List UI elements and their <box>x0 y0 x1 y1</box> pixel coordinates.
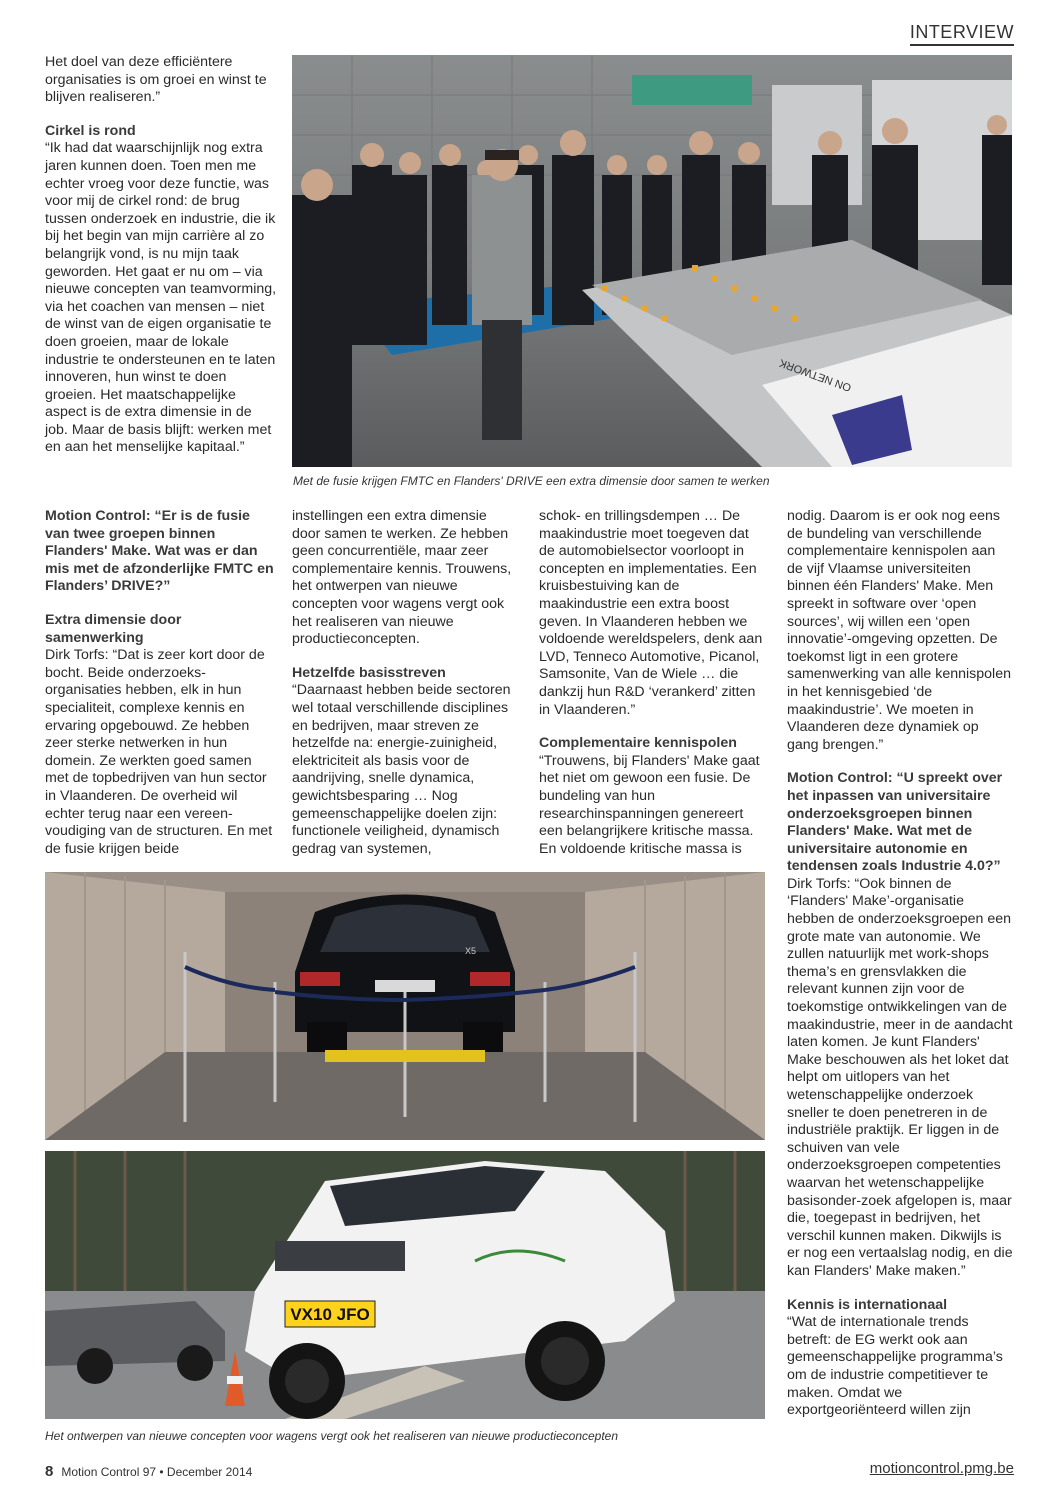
footer-left <box>45 1463 252 1480</box>
subheading-cirkel: Cirkel is rond <box>45 122 136 139</box>
subheading-kennispolen: Complementaire kennispolen <box>539 735 737 752</box>
page-number: 8 <box>45 1463 54 1480</box>
license-plate: VX10 JFO <box>290 1305 370 1324</box>
question-fusie: Motion Control: “Er is de fusie van twee groepen binnen Flanders' Make. Wat was er dan mis met de afzonderlijke FMTC en Flanders’ DRIVE?” <box>45 508 274 595</box>
column-2 <box>292 508 518 856</box>
paragraph-autonomie: Dirk Torfs: “Ook binnen de ‘Flanders' Make’-organisatie hebben de onderzoeksgroepen een grote mate van autonomie. We zullen natuurlijk met work-shops thema’s en grensvlakken die relevant kunnen zijn voor de toekomstige ontwikkelingen van de maakindustrie, meer in de aandacht laten komen. Je kunt Flanders' Make beschouwen als het loket dat helpt om uitlopers van het wetenschappelijke onderzoek sneller te doen penetreren in de industriële praktijk. Er liggen in de schuiven van vele onderzoeksgroepen competenties waarvan het wetenschappelijke basisonder-zoek afgelopen is, maar die, toegepast in bedrijven, het verschil kunnen maken. Dikwijls is er nog een vertaalslag nodig, en die kan Flanders' Make maken.” <box>787 875 1013 1279</box>
column-1-bottom <box>45 508 277 856</box>
photo-presentation-caption: Met de fusie krijgen FMTC en Flanders' DRIVE een extra dimensie door samen te werken <box>293 474 770 488</box>
paragraph-instellingen: instellingen een extra dimensie door samen te werken. Ze hebben geen concurrentiële, maar zeer complementaire kennis. Trouwens, het ontwerpen van nieuwe concepten voor wagens vergt ook het realiseren van nieuwe productieconcepten. <box>292 508 512 648</box>
column-1-top <box>45 54 277 494</box>
car-badge: X5 <box>465 946 477 956</box>
question-universitair: Motion Control: “U spreekt over het inpassen van universitaire onderzoeksgroepen binnen Flanders' Make. Wat met de universitaire autonomie en tendensen zoals Industrie 4.0?” <box>787 770 1003 875</box>
section-label: INTERVIEW <box>910 22 1014 46</box>
photo-range-rover <box>45 1151 765 1419</box>
paragraph-internationaal: “Wat de internationale trends betreft: de EG werkt ook aan gemeenschappelijke programma’s om de industrie competitiever te maken. Omdat we exportgeoriënteerd willen zijn <box>787 1314 1003 1419</box>
photo-test-chamber <box>45 872 765 1140</box>
column-3 <box>539 508 765 856</box>
machine-sign-text: ON NETWORK <box>777 356 854 394</box>
subheading-extra-dimensie: Extra dimensie door samenwerking <box>45 611 182 646</box>
website-link[interactable]: motioncontrol.pmg.be <box>869 1460 1014 1477</box>
column-4 <box>787 508 1013 1419</box>
paragraph-cirkel: “Ik had dat waarschijnlijk nog extra jaren kunnen doen. Toen men me echter vroeg voor deze functie, was voor mij de cirkel rond: de brug tussen onderzoek en industrie, die ik bij het begin van mijn carrière al zo belangrijk vond, is nu mijn taak geworden. Het gaat er nu om – via nieuwe concepten van teamvorming, via het coachen van mensen – niet de winst van de eigen organisatie te doen groeien, maar de lokale industrie te ondersteunen en te laten innoveren, hun winst te doen groeien. Het maatschappelijke aspect is de extra dimensie in de job. Maar de basis blijft: werken met en aan het menselijke kapitaal.” <box>45 140 277 456</box>
paragraph-schok: schok- en trillingsdempen … De maakindustrie moet toegeven dat de automobielsector voorloopt in concepten en implementaties. Een kruisbestuiving kan de maakindustrie een extra boost geven. In Vlaanderen hebben we voldoende wereldspelers, denk aan LVD, Tenneco Automotive, Picanol, Samsonite, Van de Wiele … die dankzij hun R&D ‘verankerd’ zitten in Vlaanderen.” <box>539 508 763 718</box>
paragraph-nodig: nodig. Daarom is er ook nog eens de bundeling van verschillende complementaire kennispolen aan de vijf Vlaamse universiteiten binnen één Flanders' Make. Men spreekt in software over ‘open sources’, wij willen een ‘open innovatie’-omgeving opzetten. De toekomst ligt in een grotere samenwerking van alle kennispolen in het kennisgebied ‘de maakindustrie’. We moeten in Vlaanderen deze dynamiek op gang brengen.” <box>787 508 1011 753</box>
intro-paragraph: Het doel van deze efficiëntere organisaties is om groei en winst te blijven realiseren.” <box>45 54 267 106</box>
publication-info: Motion Control 97 • December 2014 <box>61 1465 253 1479</box>
paragraph-kennispolen: “Trouwens, bij Flanders' Make gaat het niet om gewoon een fusie. De bundeling van hun researchinspanningen genereert een belangrijkere kritische massa. En voldoende kritische massa is <box>539 752 760 857</box>
subheading-basisstreven: Hetzelfde basisstreven <box>292 664 446 681</box>
photo-range-rover-caption: Het ontwerpen van nieuwe concepten voor wagens vergt ook het realiseren van nieuwe productieconcepten <box>45 1429 619 1443</box>
subheading-internationaal: Kennis is internationaal <box>787 1296 948 1313</box>
paragraph-extra-dimensie: Dirk Torfs: “Dat is zeer kort door de bocht. Beide onderzoeks-organisaties hebben, elk in hun specialiteit, complexe kennis en ervaring opgebouwd. Ze hebben zeer sterke netwerken in hun domein. Ze werkten goed samen met de topbedrijven van hun sector in Vlaanderen. De overheid wil echter terug naar een vereen-voudiging van de structuren. En met de fusie krijgen beide <box>45 647 273 857</box>
paragraph-basisstreven: “Daarnaast hebben beide sectoren wel totaal verschillende disciplines en bedrijven, maar streven ze hetzelfde na: energie-zuinigheid, elektriciteit als basis voor de aandrijving, snelle dynamica, gewichtsbesparing … Nog gemeenschappelijke doelen zijn: functionele veiligheid, dynamisch gedrag van systemen, <box>292 682 511 857</box>
photo-presentation <box>292 55 1012 467</box>
